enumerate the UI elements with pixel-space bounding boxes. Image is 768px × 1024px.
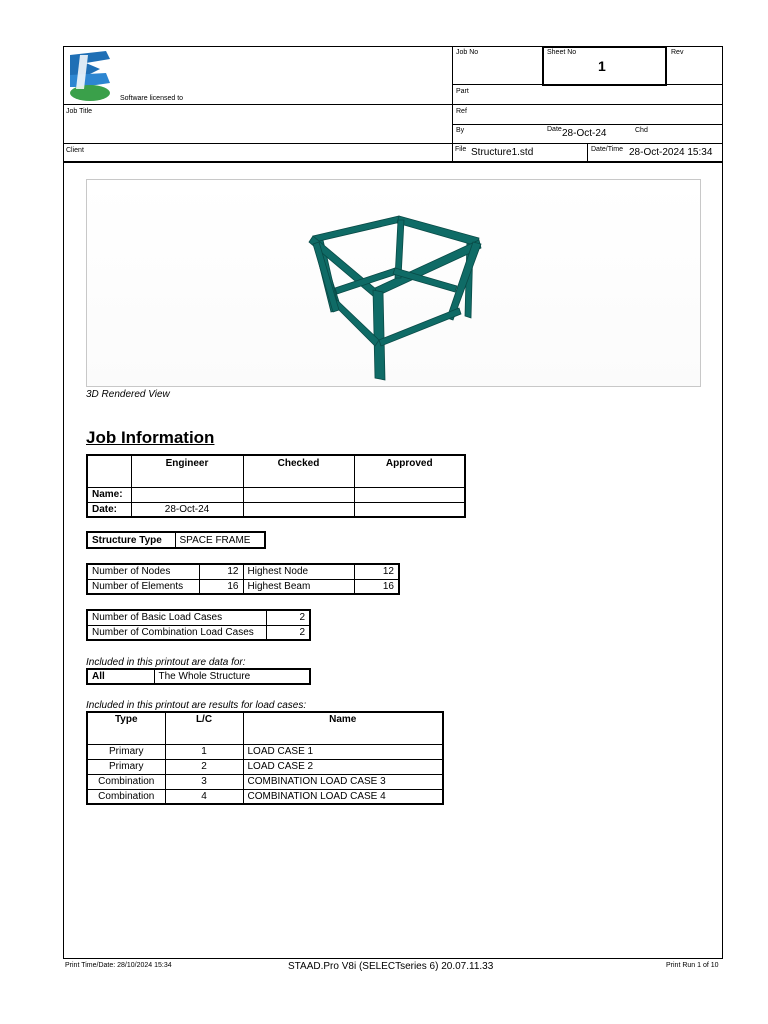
table-cell: 2 — [266, 625, 310, 640]
table-cell: Primary — [87, 744, 165, 759]
file-label: File — [455, 146, 467, 153]
load-cases-table — [86, 711, 444, 805]
table-cell: Number of Elements — [87, 579, 199, 594]
table-row — [87, 487, 465, 502]
table-cell: 2 — [165, 759, 243, 774]
header-divider — [63, 104, 723, 105]
structure-type-table — [86, 531, 266, 549]
licensed-label: Software licensed to — [120, 95, 184, 102]
table-cell: 12 — [354, 564, 399, 579]
included-data-intro: Included in this printout are data for: — [86, 657, 246, 668]
counts-table — [86, 563, 400, 595]
table-cell: 16 — [199, 579, 243, 594]
table-cell: 2 — [266, 610, 310, 625]
header-divider — [452, 124, 723, 125]
table-row — [87, 625, 310, 640]
table-cell: Highest Node — [243, 564, 354, 579]
chd-label: Chd — [635, 127, 648, 134]
product-version: STAAD.Pro V8i (SELECTseries 6) 20.07.11.33 — [288, 961, 494, 972]
table-cell: Highest Beam — [243, 579, 354, 594]
job-info-table — [86, 454, 466, 518]
row-label: Date: — [87, 502, 131, 517]
header-divider — [587, 144, 588, 163]
table-row — [87, 774, 443, 789]
table-cell: Number of Basic Load Cases — [87, 610, 266, 625]
table-cell: 1 — [165, 744, 243, 759]
sheet-no-value: 1 — [598, 58, 606, 74]
table-cell: Number of Combination Load Cases — [87, 625, 266, 640]
table-cell — [354, 487, 465, 502]
column-header: Checked — [243, 455, 354, 487]
table-cell: 28-Oct-24 — [131, 502, 243, 517]
table-cell: 3 — [165, 774, 243, 789]
structure-type-label: Structure Type — [87, 532, 175, 548]
table-cell: Combination — [87, 774, 165, 789]
included-data-key: All — [87, 669, 154, 684]
figure-caption: 3D Rendered View — [86, 389, 170, 400]
table-row — [87, 532, 265, 548]
table-cell: Primary — [87, 759, 165, 774]
space-frame-icon — [87, 180, 702, 388]
rendered-view-image — [86, 179, 701, 387]
table-row — [87, 610, 310, 625]
table-cell: LOAD CASE 1 — [243, 744, 443, 759]
by-label: By — [456, 127, 465, 134]
ref-label: Ref — [456, 108, 467, 115]
rev-label: Rev — [671, 49, 684, 56]
table-cell: LOAD CASE 2 — [243, 759, 443, 774]
table-row — [87, 669, 310, 684]
table-cell — [87, 455, 131, 487]
included-data-value: The Whole Structure — [154, 669, 310, 684]
table-cell — [243, 502, 354, 517]
table-cell: COMBINATION LOAD CASE 4 — [243, 789, 443, 804]
job-title-label: Job Title — [66, 108, 93, 115]
column-header: Approved — [354, 455, 465, 487]
header-divider — [63, 143, 723, 144]
date-label: Date — [547, 126, 562, 133]
file-value: Structure1.std — [471, 147, 534, 158]
print-run: Print Run 1 of 10 — [666, 962, 719, 969]
included-data-table — [86, 668, 311, 685]
job-info-heading: Job Information — [86, 428, 215, 447]
date-value: 28-Oct-24 — [562, 128, 607, 139]
structure-type-value: SPACE FRAME — [175, 532, 265, 548]
column-header: Engineer — [131, 455, 243, 487]
job-no-label: Job No — [456, 49, 479, 56]
column-header: L/C — [165, 712, 243, 744]
load-counts-table — [86, 609, 311, 641]
table-row — [87, 744, 443, 759]
table-cell — [131, 487, 243, 502]
table-row — [87, 455, 465, 487]
datetime-label: Date/Time — [591, 146, 624, 153]
frame-members — [309, 216, 481, 380]
row-label: Name: — [87, 487, 131, 502]
datetime-value: 28-Oct-2024 15:34 — [629, 147, 713, 158]
table-cell: Combination — [87, 789, 165, 804]
part-label: Part — [456, 88, 469, 95]
table-row — [87, 712, 443, 744]
table-cell — [243, 487, 354, 502]
column-header: Type — [87, 712, 165, 744]
included-results-intro: Included in this printout are results for load cases: — [86, 700, 307, 711]
table-cell: 4 — [165, 789, 243, 804]
print-time: Print Time/Date: 28/10/2024 15:34 — [65, 962, 172, 969]
table-row — [87, 789, 443, 804]
bentley-logo-icon — [66, 49, 118, 103]
table-cell: Number of Nodes — [87, 564, 199, 579]
table-row — [87, 564, 399, 579]
table-row — [87, 579, 399, 594]
table-cell: 16 — [354, 579, 399, 594]
client-label: Client — [66, 147, 84, 154]
table-cell: COMBINATION LOAD CASE 3 — [243, 774, 443, 789]
table-cell: 12 — [199, 564, 243, 579]
sheet-no-label: Sheet No — [547, 49, 577, 56]
table-row — [87, 502, 465, 517]
column-header: Name — [243, 712, 443, 744]
table-cell — [354, 502, 465, 517]
table-row — [87, 759, 443, 774]
